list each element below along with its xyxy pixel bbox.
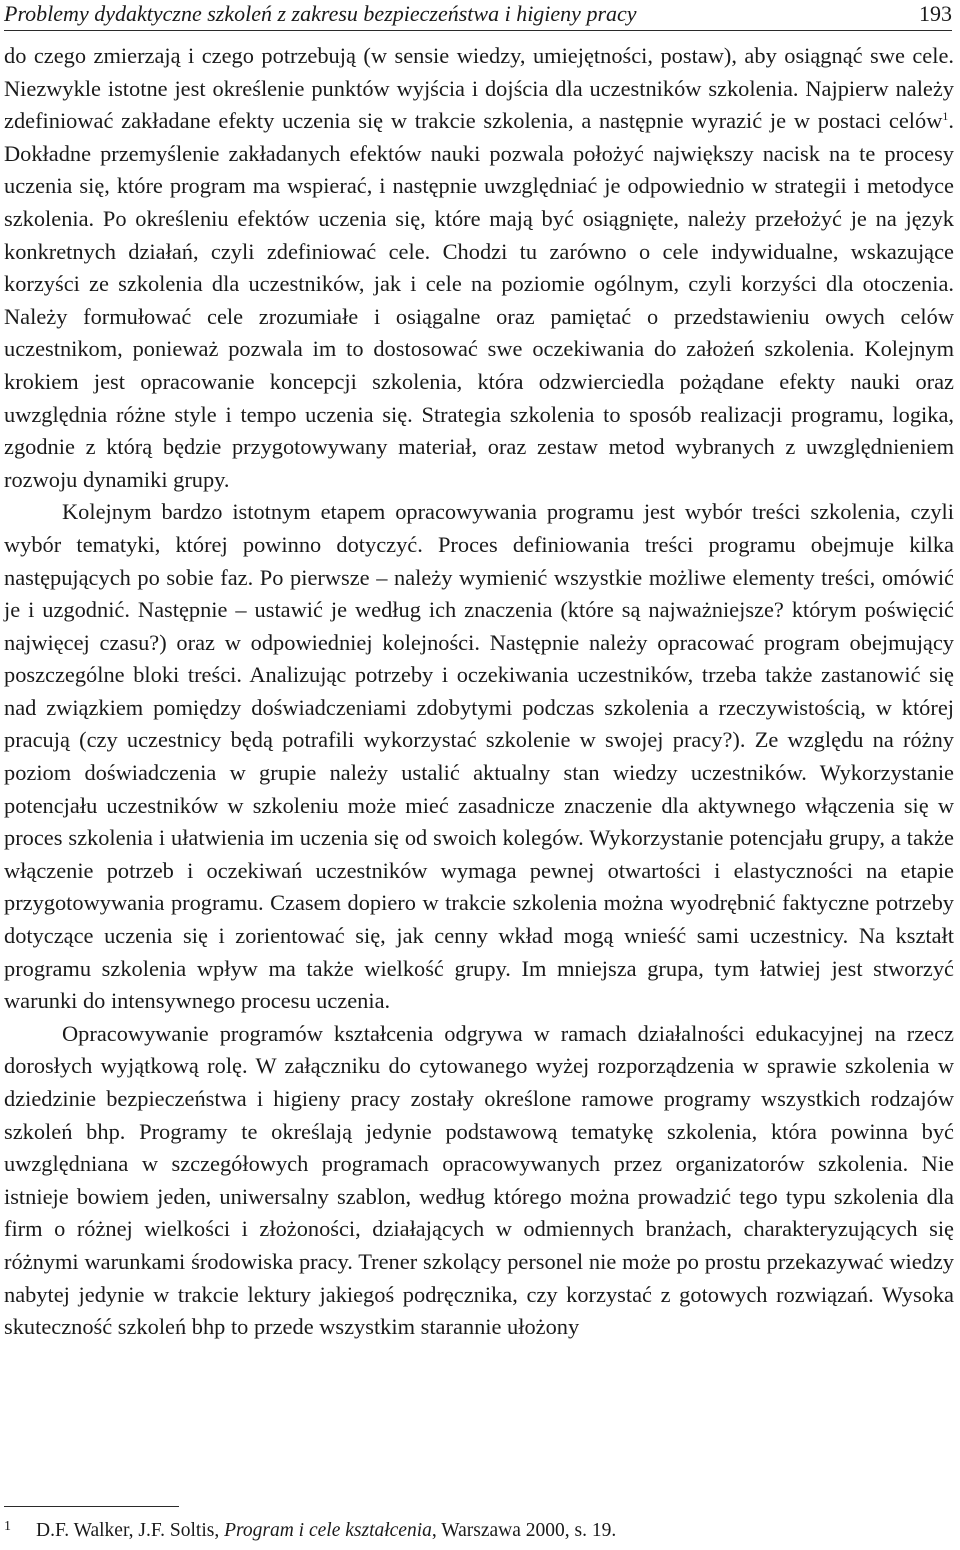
paragraph-text: do czego zmierzają i czego potrzebują (w sensie wiedzy, umiejętności, postaw), aby osiągnąć swe cele. Niezwykle istotne jest określenie punktów wyjścia i dojścia dla uczestników szkolenia. Najpierw należy zdefiniować zakładane efekty uczenia się w trakcie szkolenia, a następnie wyrazić je w postaci celów xyxy=(4,43,954,134)
footnote: 1 D.F. Walker, J.F. Soltis, Program i cele kształcenia, Warszawa 2000, s. 19. xyxy=(4,1519,617,1541)
paragraph: Kolejnym bardzo istotnym etapem opracowywania programu jest wybór treści szkolenia, czyli wybór tematyki, której powinno dotyczyć. Proces definiowania treści programu obejmuje kilka następujących po sobie faz. Po pierwsze – należy wymienić wszystkie możliwe elementy treści, omówić je i uzgodnić. Następnie – ustawić je według ich znaczenia (które są najważniejsze? którym poświęcić najwięcej czasu?) oraz w odpowiedniej kolejności. Następnie należy opracować program obejmujący poszczególne bloki treści. Analizując potrzeby i oczekiwania uczestników, trzeba także zastanowić się nad związkiem pomiędzy doświadczeniami zdobytymi podczas szkolenia a rzeczywistością, w której pracują (czy uczestnicy będą potrafili wykorzystać szkolenie w swojej pracy?). Ze względu na różny poziom doświadczenia w grupie należy ustalić aktualny stan wiedzy uczestników. Wykorzystanie potencjału uczestników w szkoleniu może mieć zasadnicze znaczenie dla aktywnego włączenia się w proces szkolenia i ułatwienia im uczenia się od swoich kolegów. Wykorzystanie potencjału grupy, a także włączenie potrzeb i oczekiwań uczestników wymaga pewnej otwartości i elastyczności na etapie przygotowywania programu. Czasem dopiero w trakcie szkolenia można wyodrębnić faktyczne potrzeby dotyczące uczenia się i zorientować się, jak cenny wkład mogą wnieść sami uczestnicy. Na kształt programu szkolenia wpływ ma także wielkość grupy. Im mniejsza grupa, tym łatwiej jest stworzyć warunki do intensywnego procesu uczenia. xyxy=(4,499,954,1014)
paragraph-text: . Dokładne przemyślenie zakładanych efektów nauki pozwala położyć największy nacisk na te procesy uczenia się, które program ma wspierać, i następnie uwzględniać je odpowiednio w strategii i metodyce szkolenia. Po określeniu efektów uczenia się, które mają być osiągnięte, należy przełożyć je na język konkretnych działań, czyli zdefiniować cele. Chodzi tu zarówno o cele indywidualne, wskazujące korzyści ze szkolenia dla uczestników, jak i cele na poziomie ogólnym, czyli korzyści dla otoczenia. Należy formułować cele zrozumiałe i osiągalne oraz pamiętać o przedstawieniu owych celów uczestnikom, ponieważ pozwala im to dostosować swe oczekiwania do założeń szkolenia. Kolejnym krokiem jest opracowanie koncepcji szkolenia, która odzwierciedla pożądane efekty nauki oraz uwzględnia różne style i tempo uczenia się. Strategia szkolenia to sposób realizacji programu, logika, zgodnie z którą będzie przygotowywany materiał, oraz zestaw metod wybranych z uwzględnieniem rozwoju dynamiki grupy. xyxy=(4,108,954,492)
body-text xyxy=(4,40,954,1344)
page-number: 193 xyxy=(919,1,952,26)
footnote-divider xyxy=(4,1506,179,1507)
running-header-title: Problemy dydaktyczne szkoleń z zakresu bezpieczeństwa i higieny pracy xyxy=(4,1,637,26)
footnote-authors: D.F. Walker, J.F. Soltis, xyxy=(36,1520,225,1541)
running-header xyxy=(4,0,952,31)
paragraph xyxy=(4,40,954,496)
footnote-reference[interactable]: 1 xyxy=(942,109,949,124)
footnote-title: Program i cele kształcenia xyxy=(224,1520,432,1541)
paragraph: Opracowywanie programów kształcenia odgrywa w ramach działalności edukacyjnej na rzecz dorosłych wyjątkową rolę. W załączniku do cytowanego wyżej rozporządzenia w sprawie szkolenia w dziedzinie bezpieczeństwa i higieny pracy zostały określone ramowe programy wszystkich rodzajów szkoleń bhp. Programy te określają jedynie podstawową tematykę szkolenia, która powinna być uwzględniana w szczegółowych programach opracowywanych przez organizatorów szkolenia. Nie istnieje bowiem jeden, uniwersalny szablon, według którego można prowadzić tego typu szkolenia dla firm o różnej wielkości i złożoności, działających w odmiennych branżach, charakteryzujących się różnymi warunkami środowiska pracy. Trener szkolący personel nie może po prostu przekazywać wiedzy nabytej jedynie w trakcie lektury jakiegoś podręcznika, czy korzystać z gotowych rozwiązań. Wysoka skuteczność szkoleń bhp to przede wszystkim starannie ułożony xyxy=(4,1020,954,1340)
footnote-details: , Warszawa 2000, s. 19. xyxy=(431,1520,617,1541)
